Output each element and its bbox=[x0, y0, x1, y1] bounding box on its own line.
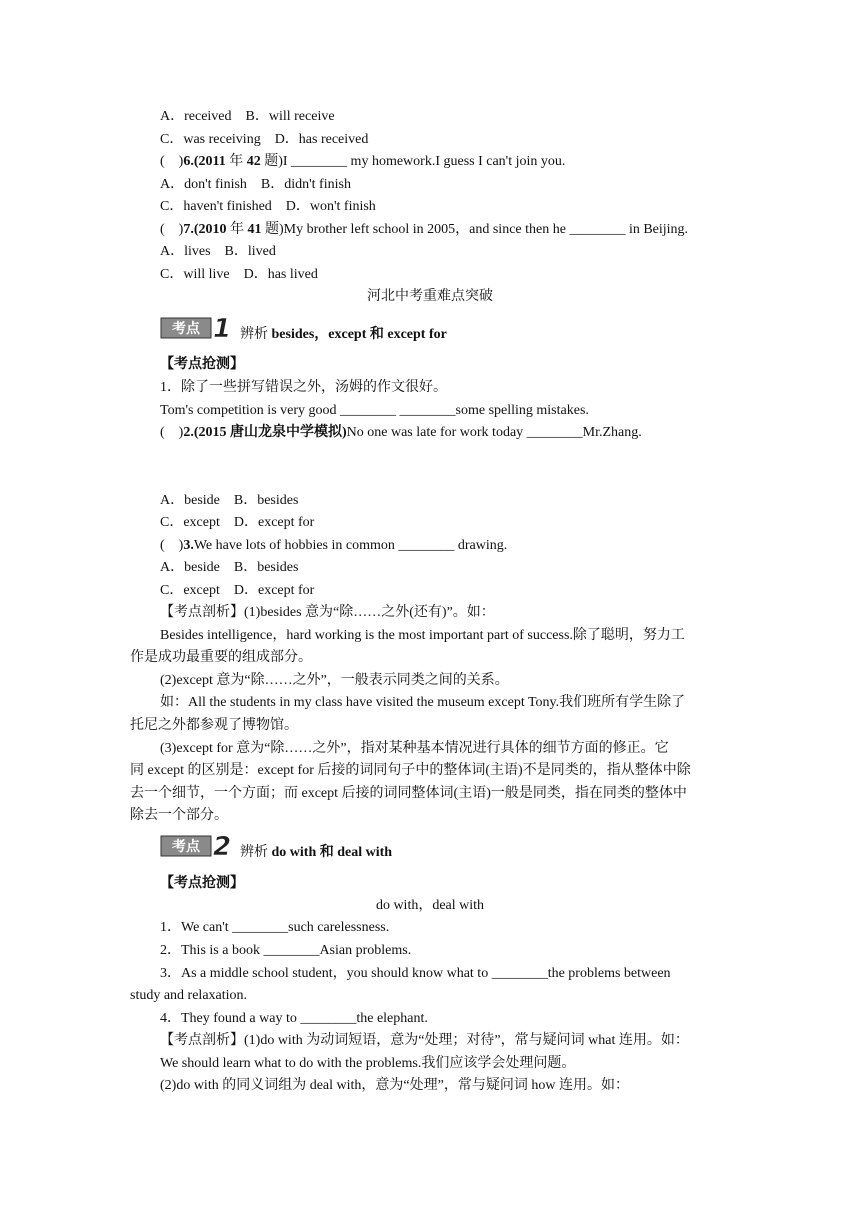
k1-analysis-line: 托尼之外都参观了博物馆。 bbox=[130, 718, 298, 733]
title-prefix: 辨析 bbox=[240, 327, 272, 342]
kaodian-2-badge bbox=[160, 833, 234, 857]
question-source-year: (2011 bbox=[193, 154, 226, 169]
k1-analysis-line: 如：All the students in my class have visited the museum except Tony.我们班所有学生除了 bbox=[160, 695, 686, 710]
k1-q2-stem bbox=[160, 424, 642, 442]
q7-options-ab: A．lives B．lived bbox=[160, 244, 276, 259]
kaodian-1-badge bbox=[160, 315, 234, 339]
q6-options-cd: C．haven't finished D．won't finish bbox=[160, 199, 376, 214]
title-text: besides，except 和 except for bbox=[271, 327, 447, 342]
k2-item-continued: study and relaxation. bbox=[130, 988, 248, 1003]
k1-q1-english: Tom's competition is very good ________ ________some spelling mistakes. bbox=[160, 403, 589, 418]
k1-q3-options-cd: C．except D．except for bbox=[160, 583, 315, 598]
question-source: (2015 唐山龙泉中学模拟) bbox=[193, 425, 347, 440]
title-prefix: 辨析 bbox=[240, 845, 272, 860]
question-text: We have lots of hobbies in common ________ drawing. bbox=[193, 538, 508, 553]
question-source-label: 年 bbox=[226, 222, 248, 237]
title-text: do with 和 deal with bbox=[271, 845, 393, 860]
q5-options-cd: C．was receiving D．has received bbox=[160, 132, 369, 147]
q6-stem bbox=[160, 153, 565, 171]
k2-analysis-line: (2)do with 的同义词组为 deal with，意为“处理”，常与疑问词 how 连用。如： bbox=[160, 1078, 629, 1093]
k1-q3-options-ab: A．beside B．besides bbox=[160, 560, 299, 575]
question-source-num: 42 bbox=[246, 154, 261, 169]
question-number: 3. bbox=[183, 538, 194, 553]
k1-q3-stem bbox=[160, 537, 507, 555]
q5-options-ab: A．received B．will receive bbox=[160, 109, 335, 124]
answer-paren: ( ) bbox=[160, 425, 184, 440]
badge-number: 2 bbox=[212, 833, 232, 859]
question-number: 6. bbox=[183, 154, 194, 169]
k1-analysis-line: 除去一个部分。 bbox=[130, 808, 228, 823]
question-text: No one was late for work today ________Mr.Zhang. bbox=[346, 425, 642, 440]
section-title: 河北中考重难点突破 bbox=[367, 289, 493, 304]
k2-item: 4．They found a way to ________the elephant. bbox=[160, 1011, 428, 1026]
answer-paren: ( ) bbox=[160, 154, 184, 169]
badge-label: 考点 bbox=[172, 839, 200, 855]
q7-stem bbox=[160, 221, 688, 239]
k1-analysis-line: 作是成功最重要的组成部分。 bbox=[130, 650, 312, 665]
kaodian-2-title bbox=[240, 844, 392, 862]
k2-analysis-line: We should learn what to do with the problems.我们应该学会处理问题。 bbox=[160, 1056, 576, 1071]
k1-q1-chinese: 1．除了一些拼写错误之外，汤姆的作文很好。 bbox=[160, 380, 447, 395]
k2-test-heading: 【考点抢测】 bbox=[160, 876, 244, 891]
answer-paren: ( ) bbox=[160, 222, 184, 237]
k1-analysis-line: (3)except for 意为“除……之外”，指对某种基本情况进行具体的细节方面的修正。它 bbox=[160, 741, 669, 756]
k1-analysis-line: 【考点剖析】(1)besides 意为“除……之外(还有)”。如： bbox=[160, 605, 495, 620]
k1-analysis-line: Besides intelligence，hard working is the most important part of success.除了聪明，努力工 bbox=[160, 628, 685, 643]
question-source-year: (2010 bbox=[193, 222, 227, 237]
question-text: I ________ my homework.I guess I can't join you. bbox=[282, 154, 566, 169]
badge-number: 1 bbox=[212, 315, 232, 341]
k1-q2-options-cd: C．except D．except for bbox=[160, 515, 315, 530]
k2-analysis-line: 【考点剖析】(1)do with 为动词短语，意为“处理；对待”，常与疑问词 what 连用。如： bbox=[160, 1033, 689, 1048]
question-number: 7. bbox=[183, 222, 194, 237]
answer-paren: ( ) bbox=[160, 538, 184, 553]
k1-analysis-line: 同 except 的区别是：except for 后接的词同句子中的整体词(主语)不是同类的，指从整体中除 bbox=[130, 763, 691, 778]
k1-test-heading: 【考点抢测】 bbox=[160, 357, 244, 372]
question-text: My brother left school in 2005，and since then he ________ in Beijing. bbox=[283, 222, 689, 237]
q6-options-ab: A．don't finish B．didn't finish bbox=[160, 177, 351, 192]
q7-options-cd: C．will live D．has lived bbox=[160, 267, 318, 282]
k1-analysis-line: (2)except 意为“除……之外”，一般表示同类之间的关系。 bbox=[160, 673, 509, 688]
question-source-label: 年 bbox=[225, 154, 247, 169]
k2-item: 3．As a middle school student，you should know what to ________the problems between bbox=[160, 966, 671, 981]
question-source-num: 41 bbox=[247, 222, 262, 237]
k2-word-box: do with，deal with bbox=[375, 898, 485, 913]
k1-q2-options-ab: A．beside B．besides bbox=[160, 493, 299, 508]
question-source-close: 题) bbox=[261, 222, 284, 237]
kaodian-1-title bbox=[240, 326, 447, 344]
question-number: 2. bbox=[183, 425, 194, 440]
k1-analysis-line: 去一个细节，一个方面；而 except 后接的词同整体词(主语)一般是同类，指在同类的整体中 bbox=[130, 786, 687, 801]
k2-item: 2．This is a book ________Asian problems. bbox=[160, 943, 412, 958]
question-source-close: 题) bbox=[260, 154, 283, 169]
badge-label: 考点 bbox=[172, 321, 200, 337]
k2-item: 1．We can't ________such carelessness. bbox=[160, 920, 390, 935]
